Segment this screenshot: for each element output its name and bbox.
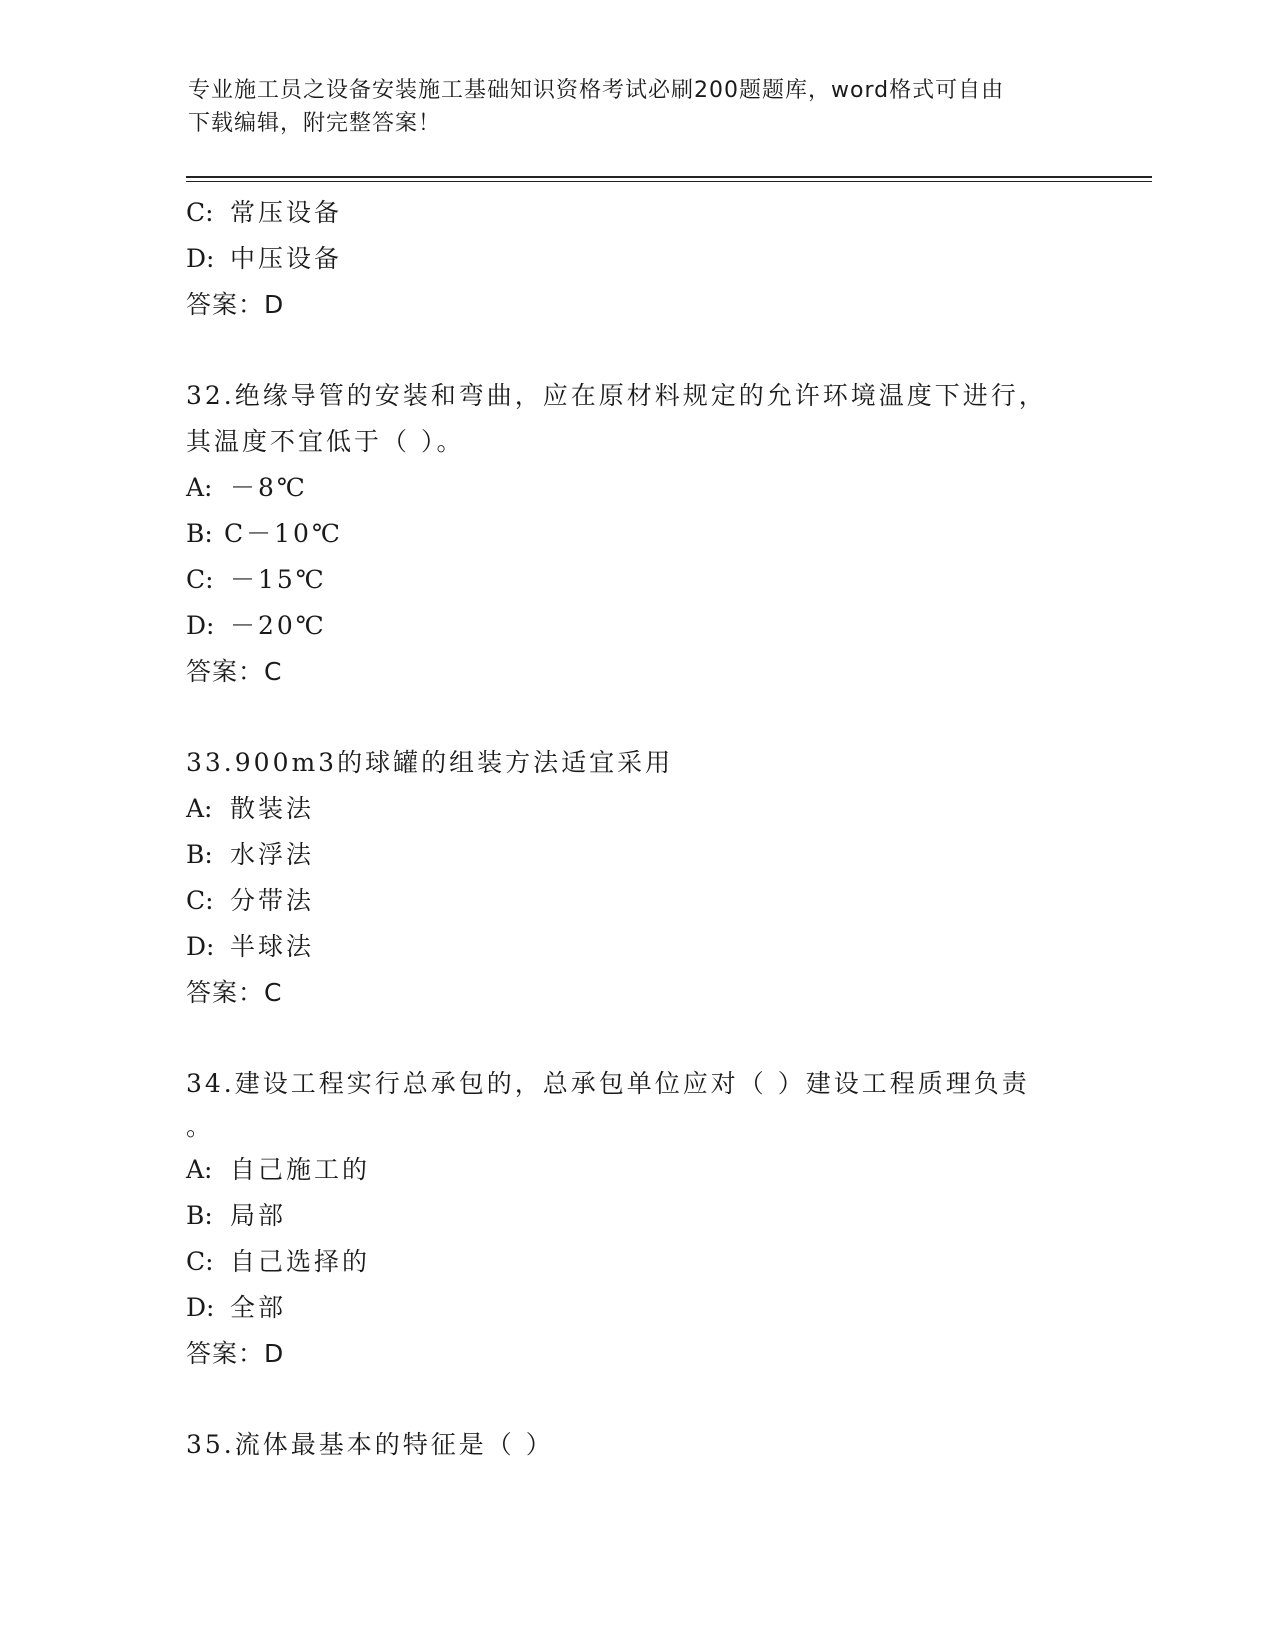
question-stem: 35.流体最基本的特征是（ ）	[186, 1430, 554, 1459]
answer-line: 答案：D	[186, 290, 285, 319]
option-text: 全部	[230, 1293, 287, 1322]
question-34	[186, 1061, 1086, 1377]
option-text: C－10℃	[224, 519, 343, 548]
question-32	[186, 373, 1086, 695]
option-letter: D:	[186, 1293, 215, 1322]
option-c	[186, 557, 1086, 603]
option-d	[186, 603, 1086, 649]
question-33	[186, 740, 1086, 1016]
option-text: －20℃	[230, 611, 327, 640]
question-stem: 34.建设工程实行总承包的，总承包单位应对（ ）建设工程质理负责	[186, 1069, 1030, 1098]
option-b	[186, 511, 1086, 557]
option-letter: D:	[186, 244, 215, 273]
document-header	[188, 74, 1068, 140]
option-text: 中压设备	[230, 244, 343, 273]
option-a	[186, 465, 1086, 511]
option-text: 常压设备	[230, 198, 343, 227]
option-d	[186, 236, 1086, 282]
option-letter: C:	[186, 1247, 214, 1276]
answer-line: 答案：D	[186, 1339, 285, 1368]
option-b	[186, 1193, 1086, 1239]
option-letter: C:	[186, 198, 214, 227]
header-line-1: 专业施工员之设备安装施工基础知识资格考试必刷200题题库，word格式可自由	[188, 78, 1005, 103]
option-text: 自己施工的	[230, 1155, 371, 1184]
option-letter: A:	[186, 1155, 213, 1184]
option-text: 半球法	[230, 932, 315, 961]
question-31	[186, 190, 1086, 328]
option-letter: C:	[186, 886, 214, 915]
question-stem-continued: 。	[186, 1112, 212, 1141]
option-text: 局部	[230, 1201, 287, 1230]
option-letter: A:	[186, 794, 213, 823]
option-letter: D:	[186, 611, 215, 640]
answer-line: 答案：C	[186, 978, 283, 1007]
option-letter: B:	[186, 519, 213, 548]
option-b	[186, 832, 1086, 878]
question-stem: 32.绝缘导管的安装和弯曲，应在原材料规定的允许环境温度下进行，	[186, 381, 1047, 410]
option-d	[186, 1285, 1086, 1331]
option-letter: D:	[186, 932, 215, 961]
option-text: －15℃	[230, 565, 327, 594]
question-35	[186, 1422, 1086, 1468]
option-c	[186, 1239, 1086, 1285]
option-text: 自己选择的	[230, 1247, 371, 1276]
option-letter: B:	[186, 840, 213, 869]
option-letter: B:	[186, 1201, 213, 1230]
option-a	[186, 1147, 1086, 1193]
header-divider-thin	[186, 181, 1152, 182]
question-stem: 33.900m3的球罐的组装方法适宜采用	[186, 748, 674, 777]
option-text: －8℃	[230, 473, 308, 502]
option-c	[186, 190, 1086, 236]
option-text: 散装法	[230, 794, 315, 823]
option-d	[186, 924, 1086, 970]
question-stem-continued: 其温度不宜低于（ ）。	[186, 427, 465, 456]
option-text: 分带法	[230, 886, 315, 915]
option-text: 水浮法	[230, 840, 315, 869]
header-line-2: 下载编辑，附完整答案！	[188, 111, 442, 136]
option-c	[186, 878, 1086, 924]
answer-line: 答案：C	[186, 657, 283, 686]
header-divider-thick	[186, 176, 1152, 178]
option-letter: A:	[186, 473, 213, 502]
option-a	[186, 786, 1086, 832]
option-letter: C:	[186, 565, 214, 594]
question-list	[186, 190, 1086, 1468]
